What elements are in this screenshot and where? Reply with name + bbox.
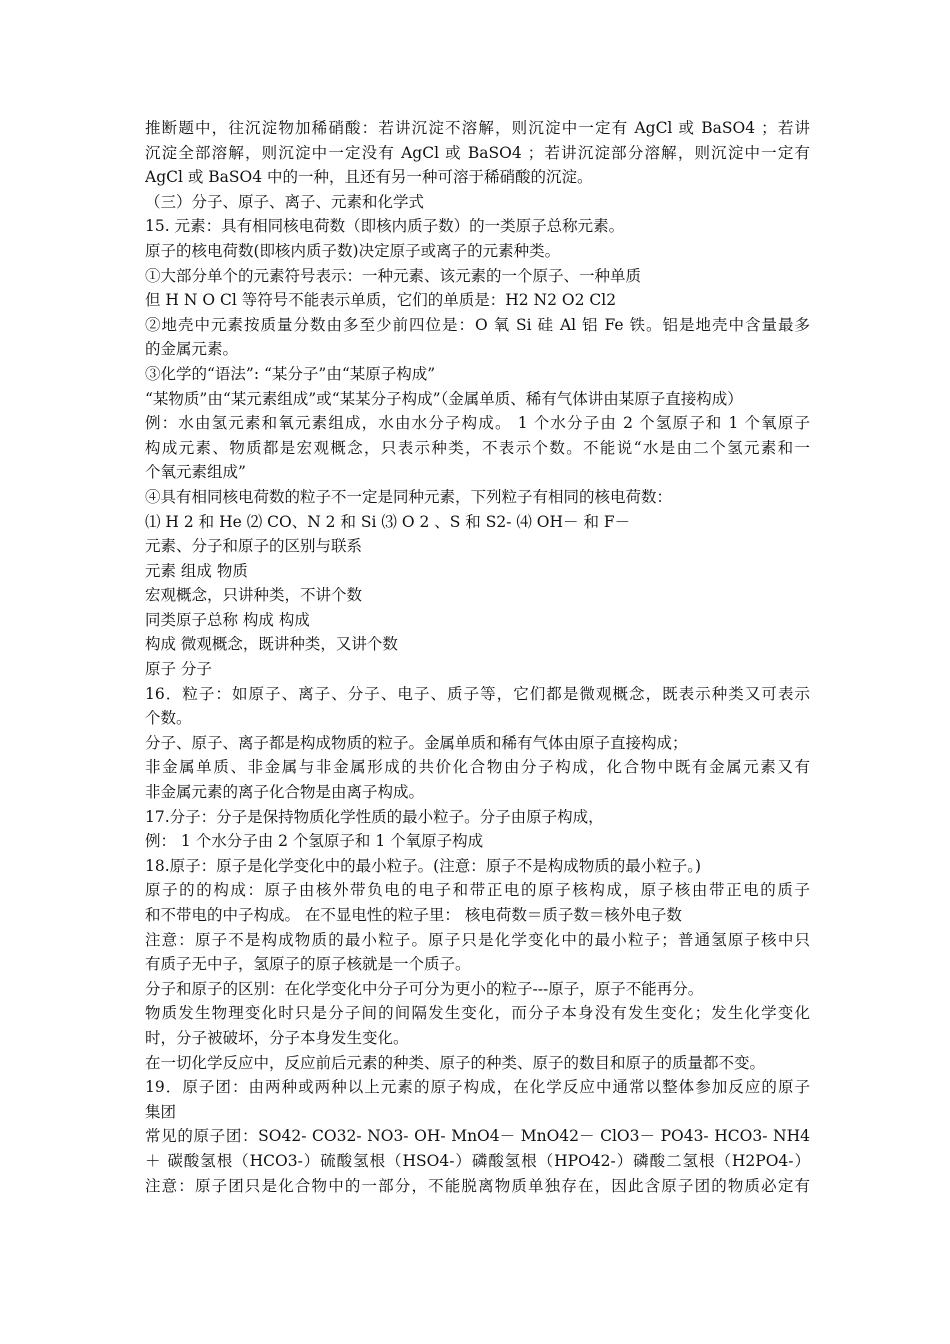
text-line: 沉淀全部溶解，则沉淀中一定没有 AgCl 或 BaSO4 ；若讲沉淀部分溶解，则沉淀中一定有	[145, 143, 810, 162]
text-line: 分子、原子、离子都是构成物质的粒子。金属单质和稀有气体由原子直接构成；	[145, 733, 688, 752]
text-line: 17.分子：分子是保持物质化学性质的最小粒子。分子由原子构成，	[145, 807, 604, 826]
text-line: 构成 微观概念，既讲种类，又讲个数	[145, 635, 398, 654]
text-line: ④具有相同核电荷数的粒子不一定是同种元素，下列粒子有相同的核电荷数：	[145, 487, 673, 506]
text-line: 时，分子被破坏，分子本身发生变化。	[145, 1028, 409, 1047]
text-line: AgCl 或 BaSO4 中的一种，且还有另一种可溶于稀硝酸的沉淀。	[145, 168, 593, 187]
text-line: 和不带电的中子构成。 在不显电性的粒子里： 核电荷数＝质子数＝核外电子数	[145, 906, 682, 924]
text-line: 有质子无中子，氢原子的原子核就是一个质子。	[145, 955, 471, 974]
text-line: 个氧元素组成”	[145, 463, 246, 482]
text-line: 例： 1 个水分子由 2 个氢原子和 1 个氧原子构成	[145, 832, 484, 851]
text-line: 物质发生物理变化时只是分子间的间隔发生变化，而分子本身没有发生变化；发生化学变化	[145, 1004, 810, 1023]
text-line: ⑴ H 2 和 He ⑵ CO、N 2 和 Si ⑶ O 2 、S 和 S2- ⑷ OH－ 和 F－	[145, 512, 631, 531]
text-line: 集团	[145, 1102, 177, 1121]
text-line: 原子的核电荷数(即核内质子数)决定原子或离子的元素种类。	[145, 241, 561, 260]
text-line: 16．粒子：如原子、离子、分子、电子、质子等，它们都是微观概念，既表示种类又可表示	[145, 684, 810, 703]
text-line: 18.原子：原子是化学变化中的最小粒子。(注意：原子不是构成物质的最小粒子。)	[145, 856, 701, 875]
text-line: 元素、分子和原子的区别与联系	[145, 537, 363, 556]
text-line: ①大部分单个的元素符号表示：一种元素、该元素的一个原子、一种单质	[145, 266, 642, 285]
text-line: 非金属元素的离子化合物是由离子构成。	[145, 783, 425, 802]
text-line: “某物质”由“某元素组成”或“某某分子构成”（金属单质、稀有气体讲由某原子直接构成）	[145, 389, 743, 408]
text-line: 个数。	[145, 709, 192, 728]
text-line: 构成元素、物质都是宏观概念，只表示种类，不表示个数。不能说“水是由二个氢元素和一	[145, 438, 810, 457]
text-line: 15. 元素：具有相同核电荷数（即核内质子数）的一类原子总称元素。	[145, 217, 625, 236]
text-line: 注意：原子不是构成物质的最小粒子。原子只是化学变化中的最小粒子；普通氢原子核中只	[145, 930, 810, 949]
text-line: 元素 组成 物质	[145, 561, 248, 580]
text-line: ＋ 碳酸氢根（HCO3-）硫酸氢根（HSO4-）磷酸氢根（HPO42-）磷酸二氢根（H2PO4-）	[145, 1151, 810, 1170]
text-line: 例：水由氢元素和氧元素组成，水由水分子构成。 1 个水分子由 2 个氢原子和 1 个氧原子	[145, 414, 810, 433]
text-line: 的金属元素。	[145, 340, 239, 359]
text-line: 但 H N O Cl 等符号不能表示单质，它们的单质是：H2 N2 O2 Cl2	[145, 291, 617, 310]
text-line: 同类原子总称 构成 构成	[145, 610, 310, 629]
text-line: 常见的原子团：SO42- CO32- NO3- OH- MnO4－ MnO42－ ClO3－ PO43- HCO3- NH4	[145, 1127, 810, 1146]
text-line: （三）分子、原子、离子、元素和化学式	[145, 192, 425, 211]
text-line: 注意：原子团只是化合物中的一部分，不能脱离物质单独存在，因此含原子团的物质必定有	[145, 1176, 810, 1195]
text-line: 在一切化学反应中，反应前后元素的种类、原子的种类、原子的数目和原子的质量都不变。	[145, 1053, 766, 1072]
text-line: 19．原子团：由两种或两种以上元素的原子构成，在化学反应中通常以整体参加反应的原子	[145, 1078, 810, 1097]
text-line: 推断题中，往沉淀物加稀硝酸：若讲沉淀不溶解，则沉淀中一定有 AgCl 或 BaSO4 ；若讲	[145, 119, 810, 137]
text-line: 原子的的构成：原子由核外带负电的电子和带正电的原子核构成，原子核由带正电的质子	[145, 881, 810, 900]
text-line: ②地壳中元素按质量分数由多至少前四位是：O 氧 Si 硅 Al 铝 Fe 铁。铝是地壳中含量最多	[145, 315, 810, 334]
text-line: ③化学的“语法”: “某分子”由“某原子构成”	[145, 364, 436, 383]
text-line: 原子 分子	[145, 660, 212, 679]
text-line: 分子和原子的区别：在化学变化中分子可分为更小的粒子---原子，原子不能再分。	[145, 979, 704, 998]
text-line: 非金属单质、非金属与非金属形成的共价化合物由分子构成，化合物中既有金属元素又有	[145, 758, 810, 777]
text-line: 宏观概念，只讲种类，不讲个数	[145, 586, 363, 605]
document-body	[145, 116, 810, 1198]
